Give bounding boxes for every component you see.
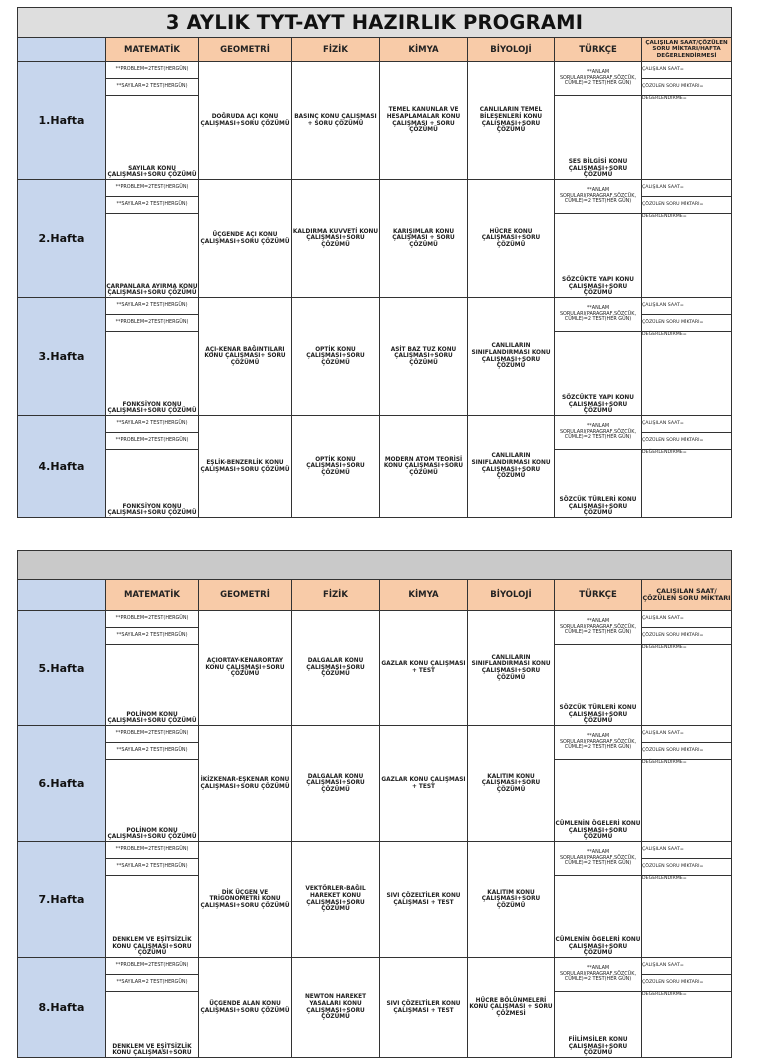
week-label: 2.Hafta — [18, 180, 106, 298]
note-degerlendirme: DEĞERLENDİRME= — [642, 760, 732, 842]
kimya-cell: KARIŞIMLAR KONU ÇALIŞMASI + SORU ÇÖZÜMÜ — [380, 180, 468, 298]
week-row — [18, 958, 732, 975]
weeks-5-8 — [18, 611, 732, 1058]
week-row — [18, 611, 732, 628]
matematik-sub-1: **PROBLEM=2TEST(HERGÜN) — [106, 842, 199, 859]
note-degerlendirme: DEĞERLENDİRME= — [642, 992, 732, 1058]
header-matematik: MATEMATİK — [106, 38, 199, 62]
note-soru: ÇÖZÜLEN SORU MİKTARI= — [642, 315, 732, 332]
matematik-sub-1: **PROBLEM=2TEST(HERGÜN) — [106, 958, 199, 975]
week-row — [18, 842, 732, 859]
week-row — [18, 180, 732, 197]
note-saat: ÇALIŞILAN SAAT= — [642, 416, 732, 433]
note-soru: ÇÖZÜLEN SORU MİKTARI= — [642, 197, 732, 214]
note-degerlendirme: DEĞERLENDİRME= — [642, 96, 732, 180]
week-row — [18, 298, 732, 315]
blank-title-bar — [18, 551, 732, 580]
turkce-cell: SÖZCÜKTE YAPI KONU ÇALIŞMASI+SORU ÇÖZÜMÜ — [555, 332, 642, 416]
kimya-cell: TEMEL KANUNLAR VE HESAPLAMALAR KONU ÇALIŞMASI + SORU ÇÖZÜMÜ — [380, 62, 468, 180]
note-soru: ÇÖZÜLEN SORU MİKTARI= — [642, 743, 732, 760]
header-geometri: GEOMETRİ — [199, 580, 292, 611]
note-saat: ÇALIŞILAN SAAT= — [642, 611, 732, 628]
note-soru: ÇÖZÜLEN SORU MİKTARI= — [642, 628, 732, 645]
turkce-anlam-cell: **ANLAM SORULARI(PARAGRAF,SÖZCÜK, CÜMLE)=2 TEST(HER GÜN) — [555, 726, 642, 760]
weeks-1-4 — [18, 62, 732, 518]
matematik-sub-1: **PROBLEM=2TEST(HERGÜN) — [106, 726, 199, 743]
turkce-anlam-cell: **ANLAM SORULARI(PARAGRAF,SÖZCÜK, CÜMLE)=2 TEST(HER GÜN) — [555, 842, 642, 876]
header-fizik: FİZİK — [292, 580, 380, 611]
matematik-cell: POLİNOM KONU ÇALIŞMASI+SORU ÇÖZÜMÜ — [106, 645, 199, 726]
turkce-cell: SÖZCÜK TÜRLERİ KONU ÇALIŞMASI+SORU ÇÖZÜMÜ — [555, 645, 642, 726]
matematik-sub-1: **SAYILAR=2 TEST(HERGÜN) — [106, 298, 199, 315]
biyoloji-cell: CANLILARIN SINIFLANDIRMASI KONU ÇALIŞMASI+SORU ÇÖZÜMÜ — [468, 611, 555, 726]
header-kimya: KİMYA — [380, 38, 468, 62]
week-row — [18, 62, 732, 79]
kimya-cell: SIVI ÇÖZELTİLER KONU ÇALIŞMASI + TEST — [380, 958, 468, 1058]
turkce-anlam-cell: **ANLAM SORULARI(PARAGRAF,SÖZCÜK, CÜMLE)=2 TEST(HER GÜN) — [555, 298, 642, 332]
matematik-cell: DENKLEM VE EŞİTSİZLİK KONU ÇALIŞMASI+SORU — [106, 992, 199, 1058]
header-blank — [18, 580, 106, 611]
matematik-sub-2: **PROBLEM=2TEST(HERGÜN) — [106, 315, 199, 332]
matematik-sub-2: **SAYILAR=2 TEST(HERGÜN) — [106, 859, 199, 876]
matematik-cell: FONKSİYON KONU ÇALIŞMASI+SORU ÇÖZÜMÜ — [106, 450, 199, 518]
fizik-cell: NEWTON HAREKET YASALARI KONU ÇALIŞMASI+SORU ÇÖZÜMÜ — [292, 958, 380, 1058]
geometri-cell: AÇIORTAY-KENARORTAY KONU ÇALIŞMASI+SORU ÇÖZÜMÜ — [199, 611, 292, 726]
week-label: 4.Hafta — [18, 416, 106, 518]
fizik-cell: OPTİK KONU ÇALIŞMASI+SORU ÇÖZÜMÜ — [292, 298, 380, 416]
note-soru: ÇÖZÜLEN SORU MİKTARI= — [642, 975, 732, 992]
header-notes: ÇALIŞILAN SAAT/ÇÖZÜLEN SORU MİKTARI/HAFTA DEĞERLENDİRMESİ — [642, 38, 732, 62]
geometri-cell: AÇI-KENAR BAĞINTILARI KONU ÇALIŞMASI+ SORU ÇÖZÜMÜ — [199, 298, 292, 416]
week-label: 3.Hafta — [18, 298, 106, 416]
page-title: 3 AYLIK TYT-AYT HAZIRLIK PROGRAMI — [18, 8, 732, 38]
turkce-cell: SÖZCÜKTE YAPI KONU ÇALIŞMASI+SORU ÇÖZÜMÜ — [555, 214, 642, 298]
note-degerlendirme: DEĞERLENDİRME= — [642, 876, 732, 958]
fizik-cell: BASINÇ KONU ÇALIŞMASI + SORU ÇÖZÜMÜ — [292, 62, 380, 180]
turkce-cell: SÖZCÜK TÜRLERİ KONU ÇALIŞMASI+SORU ÇÖZÜMÜ — [555, 450, 642, 518]
header-kimya: KİMYA — [380, 580, 468, 611]
note-degerlendirme: DEĞERLENDİRME= — [642, 645, 732, 726]
matematik-sub-2: **SAYILAR=2 TEST(HERGÜN) — [106, 197, 199, 214]
matematik-sub-1: **PROBLEM=2TEST(HERGÜN) — [106, 611, 199, 628]
week-label: 5.Hafta — [18, 611, 106, 726]
turkce-cell: FİİLİMSİLER KONU ÇALIŞMASI+SORU ÇÖZÜMÜ — [555, 992, 642, 1058]
fizik-cell: OPTİK KONU ÇALIŞMASI+SORU ÇÖZÜMÜ — [292, 416, 380, 518]
schedule-table-1 — [17, 7, 732, 518]
note-saat: ÇALIŞILAN SAAT= — [642, 62, 732, 79]
header-turkce: TÜRKÇE — [555, 580, 642, 611]
biyoloji-cell: KALITIM KONU ÇALIŞMASI+SORU ÇÖZÜMÜ — [468, 726, 555, 842]
note-saat: ÇALIŞILAN SAAT= — [642, 298, 732, 315]
biyoloji-cell: HÜCRE KONU ÇALIŞMASI+SORU ÇÖZÜMÜ — [468, 180, 555, 298]
header-turkce: TÜRKÇE — [555, 38, 642, 62]
matematik-sub-2: **SAYILAR=2 TEST(HERGÜN) — [106, 79, 199, 96]
header-biyoloji: BİYOLOJİ — [468, 580, 555, 611]
matematik-cell: ÇARPANLARA AYIRMA KONU ÇALIŞMASI+SORU ÇÖZÜMÜ — [106, 214, 199, 298]
geometri-cell: ÜÇGENDE AÇI KONU ÇALIŞMASI+SORU ÇÖZÜMÜ — [199, 180, 292, 298]
matematik-cell: DENKLEM VE EŞİTSİZLİK KONU ÇALIŞMASI+SORU ÇÖZÜMÜ — [106, 876, 199, 958]
header-fizik: FİZİK — [292, 38, 380, 62]
kimya-cell: MODERN ATOM TEORİSİ KONU ÇALIŞMASI+SORU ÇÖZÜMÜ — [380, 416, 468, 518]
note-saat: ÇALIŞILAN SAAT= — [642, 726, 732, 743]
biyoloji-cell: KALITIM KONU ÇALIŞMASI+SORU ÇÖZÜMÜ — [468, 842, 555, 958]
turkce-anlam-cell: **ANLAM SORULARI(PARAGRAF,SÖZCÜK, CÜMLE)=2 TEST(HER GÜN) — [555, 958, 642, 992]
week-label: 8.Hafta — [18, 958, 106, 1058]
week-label: 7.Hafta — [18, 842, 106, 958]
matematik-sub-1: **SAYILAR=2 TEST(HERGÜN) — [106, 416, 199, 433]
header-notes: ÇALIŞILAN SAAT/ÇÖZÜLEN SORU MİKTARI — [642, 580, 732, 611]
matematik-cell: SAYILAR KONU ÇALIŞMASI+SORU ÇÖZÜMÜ — [106, 96, 199, 180]
kimya-cell: GAZLAR KONU ÇALIŞMASI + TEST — [380, 611, 468, 726]
turkce-cell: CÜMLENİN ÖGELERİ KONU ÇALIŞMASI+SORU ÇÖZÜMÜ — [555, 876, 642, 958]
turkce-anlam-cell: **ANLAM SORULARI(PARAGRAF,SÖZCÜK, CÜMLE)=2 TEST(HER GÜN) — [555, 416, 642, 450]
geometri-cell: DİK ÜÇGEN VE TRİGONOMETRİ KONU ÇALIŞMASI+SORU ÇÖZÜMÜ — [199, 842, 292, 958]
note-soru: ÇÖZÜLEN SORU MİKTARI= — [642, 79, 732, 96]
note-degerlendirme: DEĞERLENDİRME= — [642, 450, 732, 518]
geometri-cell: İKİZKENAR-EŞKENAR KONU ÇALIŞMASI+SORU ÇÖZÜMÜ — [199, 726, 292, 842]
turkce-cell: CÜMLENİN ÖGELERİ KONU ÇALIŞMASI+SORU ÇÖZÜMÜ — [555, 760, 642, 842]
biyoloji-cell: CANLILARIN SINIFLANDIRMASI KONU ÇALIŞMASI+SORU ÇÖZÜMÜ — [468, 416, 555, 518]
matematik-sub-2: **SAYILAR=2 TEST(HERGÜN) — [106, 628, 199, 645]
geometri-cell: EŞLİK-BENZERLİK KONU ÇALIŞMASI+SORU ÇÖZÜMÜ — [199, 416, 292, 518]
turkce-anlam-cell: **ANLAM SORULARI(PARAGRAF,SÖZCÜK, CÜMLE)=2 TEST(HER GÜN) — [555, 180, 642, 214]
kimya-cell: SIVI ÇÖZELTİLER KONU ÇALIŞMASI + TEST — [380, 842, 468, 958]
note-saat: ÇALIŞILAN SAAT= — [642, 958, 732, 975]
header-row — [18, 38, 732, 62]
header-row-2 — [18, 580, 732, 611]
fizik-cell: DALGALAR KONU ÇALIŞMASI+SORU ÇÖZÜMÜ — [292, 611, 380, 726]
fizik-cell: KALDIRMA KUVVETİ KONU ÇALIŞMASI+SORU ÇÖZÜMÜ — [292, 180, 380, 298]
biyoloji-cell: CANLILARIN SINIFLANDIRMASI KONU ÇALIŞMASI+SORU ÇÖZÜMÜ — [468, 298, 555, 416]
fizik-cell: DALGALAR KONU ÇALIŞMASI+SORU ÇÖZÜMÜ — [292, 726, 380, 842]
fizik-cell: VEKTÖRLER-BAĞIL HAREKET KONU ÇALIŞMASI+SORU ÇÖZÜMÜ — [292, 842, 380, 958]
week-label: 6.Hafta — [18, 726, 106, 842]
note-degerlendirme: DEĞERLENDİRME= — [642, 214, 732, 298]
geometri-cell: ÜÇGENDE ALAN KONU ÇALIŞMASI+SORU ÇÖZÜMÜ — [199, 958, 292, 1058]
biyoloji-cell: CANLILARIN TEMEL BİLEŞENLERİ KONU ÇALIŞMASI+SORU ÇÖZÜMÜ — [468, 62, 555, 180]
note-soru: ÇÖZÜLEN SORU MİKTARI= — [642, 433, 732, 450]
turkce-anlam-cell: **ANLAM SORULARI(PARAGRAF,SÖZCÜK, CÜMLE)=2 TEST(HER GÜN) — [555, 611, 642, 645]
header-blank — [18, 38, 106, 62]
week-label: 1.Hafta — [18, 62, 106, 180]
kimya-cell: GAZLAR KONU ÇALIŞMASI + TEST — [380, 726, 468, 842]
matematik-sub-1: **PROBLEM=2TEST(HERGÜN) — [106, 62, 199, 79]
note-saat: ÇALIŞILAN SAAT= — [642, 842, 732, 859]
matematik-cell: POLİNOM KONU ÇALIŞMASI+SORU ÇÖZÜMÜ — [106, 760, 199, 842]
matematik-cell: FONKSİYON KONU ÇALIŞMASI+SORU ÇÖZÜMÜ — [106, 332, 199, 416]
geometri-cell: DOĞRUDA AÇI KONU ÇALIŞMASI+SORU ÇÖZÜMÜ — [199, 62, 292, 180]
matematik-sub-2: **PROBLEM=2TEST(HERGÜN) — [106, 433, 199, 450]
note-saat: ÇALIŞILAN SAAT= — [642, 180, 732, 197]
turkce-anlam-cell: **ANLAM SORULARI(PARAGRAF,SÖZCÜK, CÜMLE)=2 TEST(HER GÜN) — [555, 62, 642, 96]
week-row — [18, 416, 732, 433]
schedule-table-2 — [17, 550, 732, 1058]
header-matematik: MATEMATİK — [106, 580, 199, 611]
matematik-sub-2: **SAYILAR=2 TEST(HERGÜN) — [106, 975, 199, 992]
matematik-sub-2: **SAYILAR=2 TEST(HERGÜN) — [106, 743, 199, 760]
matematik-sub-1: **PROBLEM=2TEST(HERGÜN) — [106, 180, 199, 197]
header-geometri: GEOMETRİ — [199, 38, 292, 62]
header-biyoloji: BİYOLOJİ — [468, 38, 555, 62]
turkce-cell: SES BİLGİSİ KONU ÇALIŞMASI+SORU ÇÖZÜMÜ — [555, 96, 642, 180]
biyoloji-cell: HÜCRE BÖLÜNMELERİ KONU ÇALIŞMASI + SORU ÇÖZMESİ — [468, 958, 555, 1058]
week-row — [18, 726, 732, 743]
note-soru: ÇÖZÜLEN SORU MİKTARI= — [642, 859, 732, 876]
kimya-cell: ASİT BAZ TUZ KONU ÇALIŞMASI+SORU ÇÖZÜMÜ — [380, 298, 468, 416]
note-degerlendirme: DEĞERLENDİRME= — [642, 332, 732, 416]
